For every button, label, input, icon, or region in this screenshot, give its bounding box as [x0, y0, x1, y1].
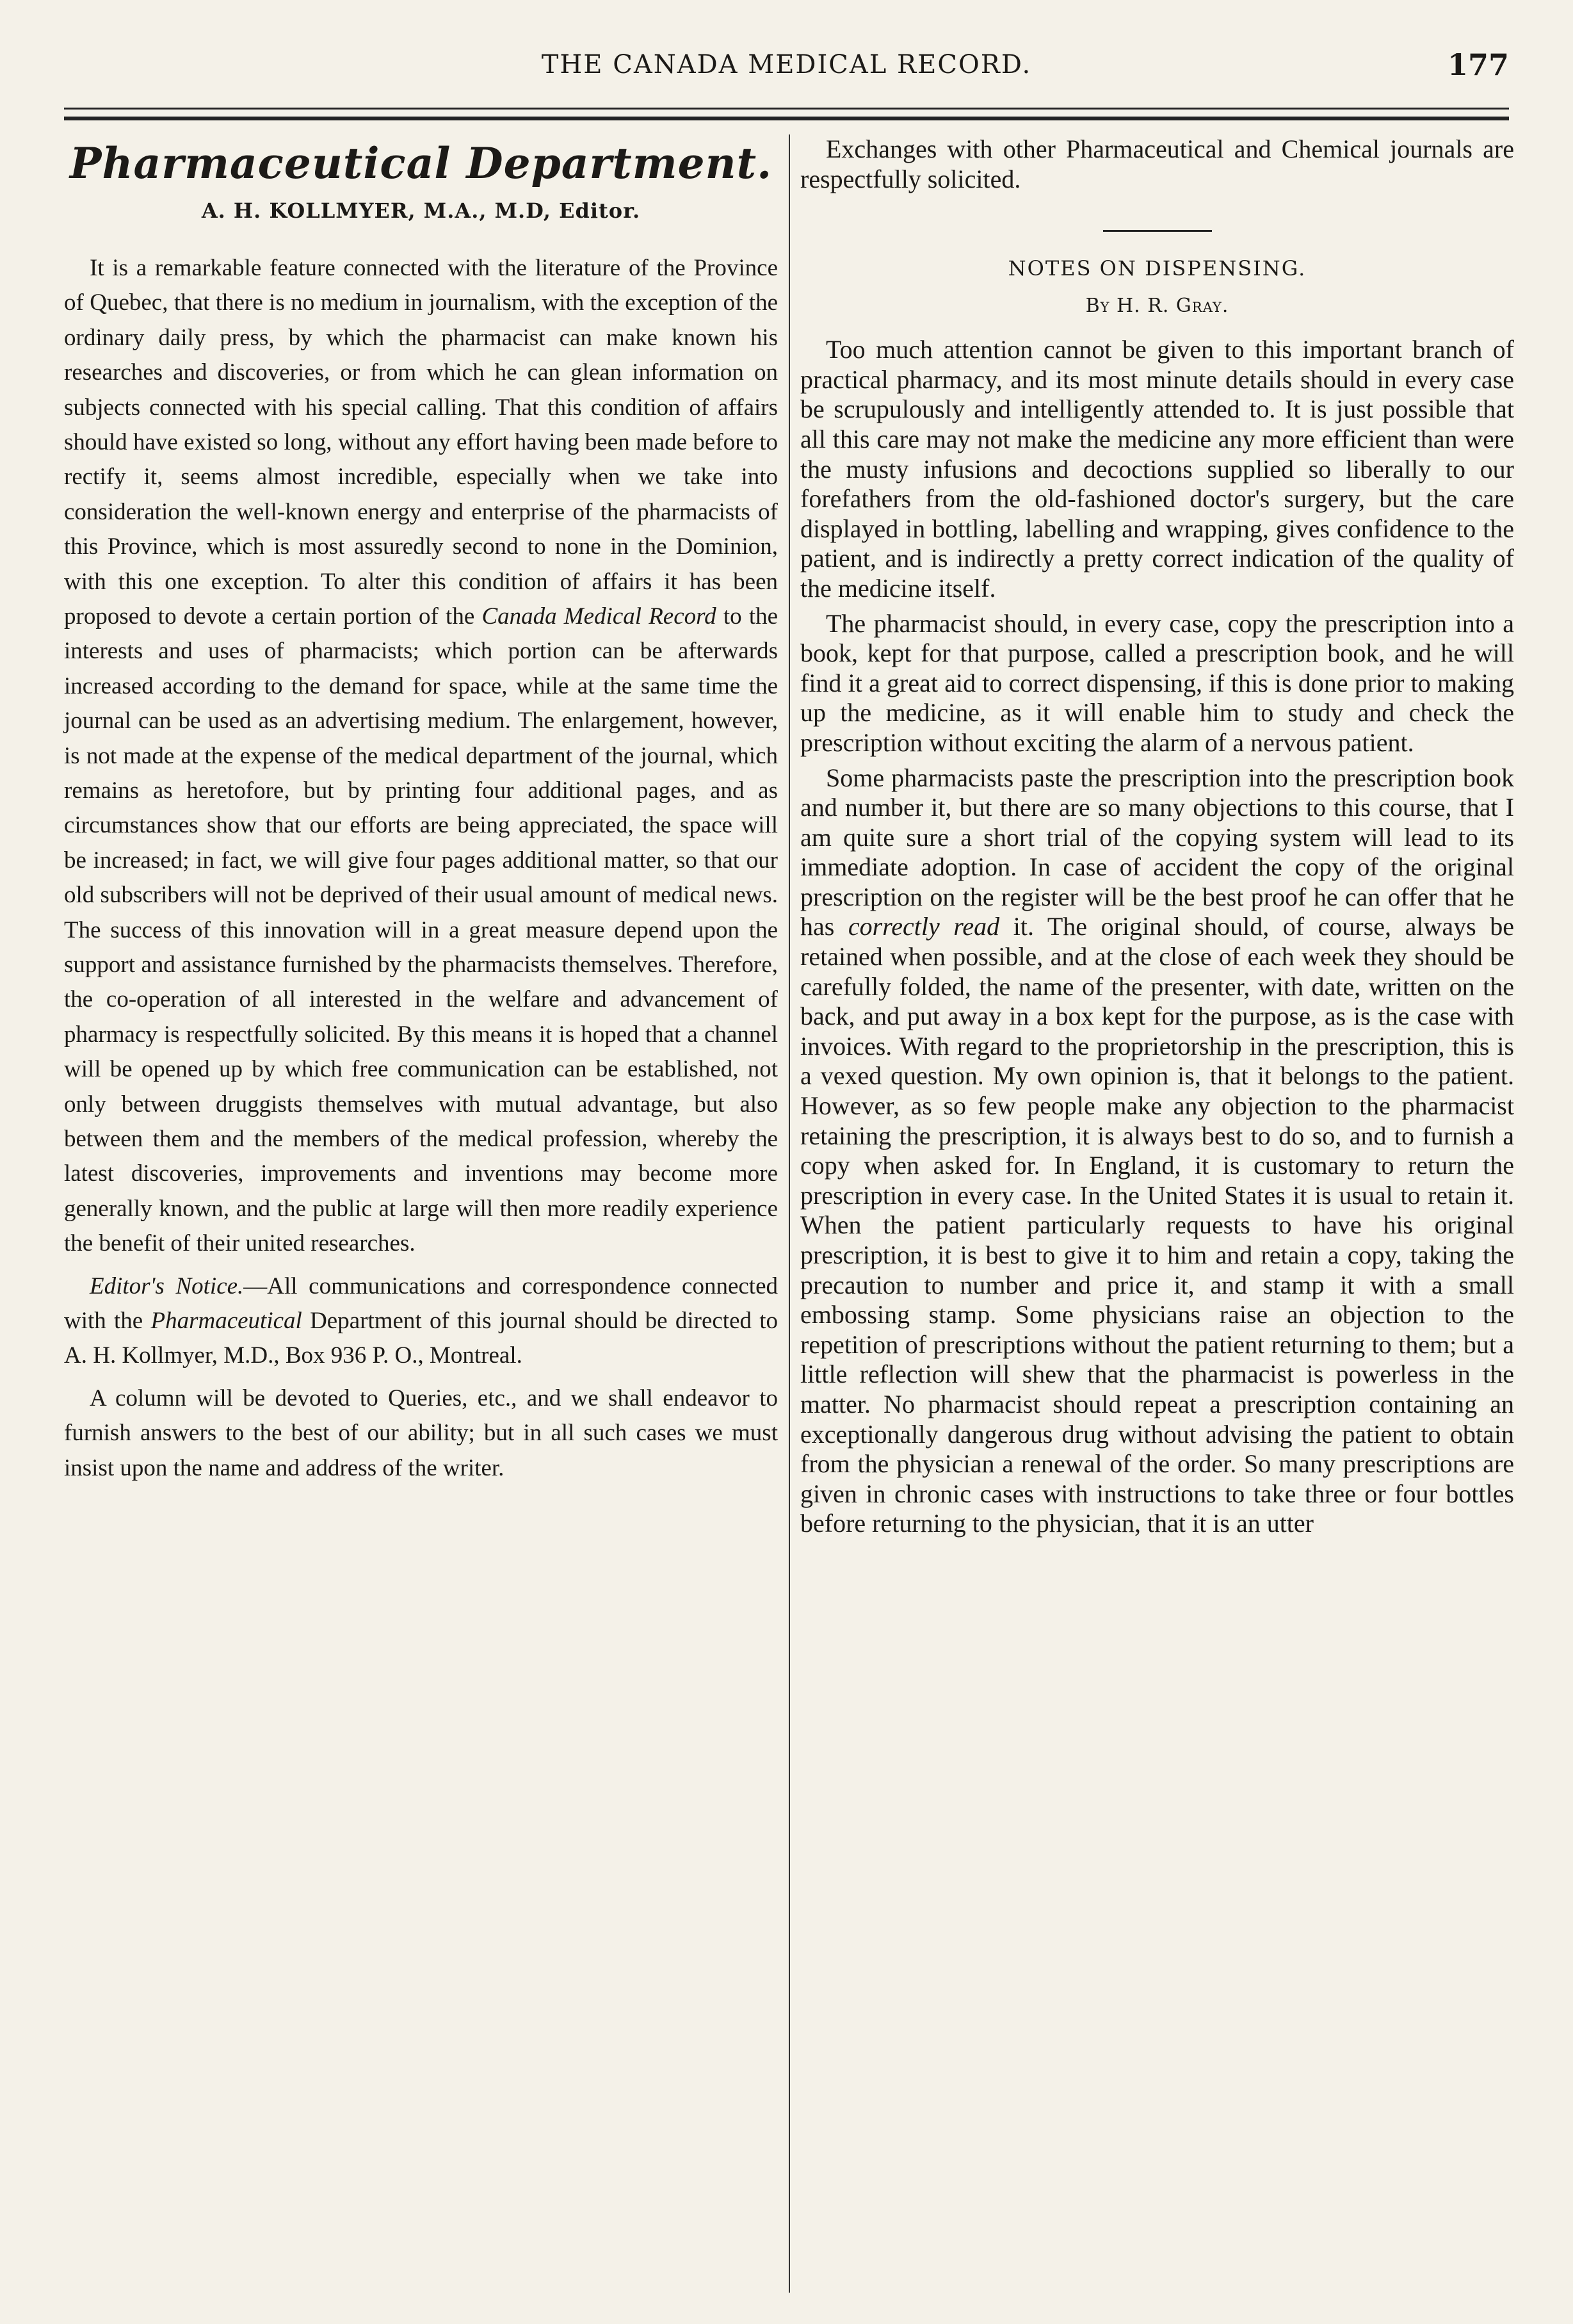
editors-notice-text-b: Department of this journal should be directed to A. H. Kollmyer, M.D., Box 936 P. O., Montreal.	[64, 1308, 778, 1369]
dispensing-text-b: it. The original should, of course, always be retained when possible, and at the close of each week they should be carefully folded, the name of the presenter, with date, written on the back, and put away in a box kept for the purpose, as is the case with invoices. With regard to the proprietorship in the prescription, this is a vexed question. My own opinion is, that it belongs to the patient. However, as so few people make any objection to the pharmacist retaining the prescription, it is always best to do so, and to furnish a copy when asked for. In England, it is customary to return the prescription in every case. In the United States it is usual to retain it. When the patient particularly requests to have his original prescription, it is best to give it to him and retain a copy, taking the precaution to number and price it, and stamp it with a small embossing stamp. Some physicians raise an objection to the repetition of prescriptions without the patient returning to them; but a little reflection will shew that the pharmacist is powerless in the matter. No pharmacist should repeat a prescription containing an exceptionally dangerous drug without advising the patient to obtain from the physician a renewal of the order. So many prescriptions are given in chronic cases with instructions to take three or four bottles before returning to the physician, that it is an utter	[800, 912, 1515, 1538]
editors-notice-text-a: —All communications and correspondence connected with the	[64, 1272, 778, 1335]
dispensing-text-a: Some pharmacists paste the prescription into the prescription book and number it, but there are so many objections to this course, that I am quite sure a short trial of the copying system will lead to its immediate adoption. In case of accident the copy of the original prescription on the register will be the best proof he can offer that he has	[800, 763, 1514, 941]
dispensing-paragraph-3	[800, 763, 1514, 1539]
intro-paragraph	[64, 251, 778, 1262]
header-rule-thin	[64, 108, 1509, 110]
left-body	[64, 251, 778, 1486]
byline-text: By H. R. Gray.	[1085, 295, 1229, 318]
exchanges-paragraph: Exchanges with other Pharmaceutical and Chemical journals are respectfully solicited.	[800, 134, 1514, 193]
queries-paragraph: A column will be devoted to Queries, etc., and we shall endeavor to furnish answers to the best of our ability; but in all such cases we must insist upon the name and address of the writer.	[64, 1385, 778, 1481]
right-body	[800, 335, 1514, 1539]
exchanges-block	[800, 134, 1514, 194]
section-title: NOTES ON DISPENSING.	[1008, 256, 1307, 281]
right-column	[800, 134, 1514, 1539]
editors-notice-paragraph	[64, 1269, 778, 1374]
editors-notice-italic: Pharmaceutical	[150, 1308, 302, 1335]
dispensing-paragraph-1: Too much attention cannot be given to this important branch of practical pharmacy, and its most minute details should in every case be scrupulously and intelligently attended to. It is just possible that all this care may not make the medicine any more efficient than were the musty infusions and decoctions supplied so liberally to our forefathers from the old-fashioned doctor's surgery, but the care displayed in bottling, labelling and wrapping, gives confidence to the patient, and is indirectly a pretty correct indication of the quality of the medicine itself.	[800, 335, 1514, 603]
left-column	[64, 134, 778, 1486]
journal-title: THE CANADA MEDICAL RECORD.	[541, 50, 1032, 79]
department-title: Pharmaceutical Department.	[69, 138, 773, 188]
editors-notice-label: Editor's Notice.	[90, 1272, 244, 1299]
header-rule-thick	[64, 117, 1509, 120]
intro-text: It is a remarkable feature connected with the literature of the Province of Quebec, that there is no medium in journalism, with the exception of the ordinary daily press, by which the pharmacist can make known his researches and discoveries, or from which he can glean information on subjects connected with his special calling. That this condition of affairs should have existed so long, without any effort having been made before to rectify it, seems almost incredible, especially when we take into consideration the well-known energy and enterprise of the pharmacists of this Province, which is most assuredly second to none in the Dominion, with this one exception. To alter this condition of affairs it has been proposed to devote a certain portion of the	[64, 254, 778, 630]
intro-text-rest: to the interests and uses of pharmacists; which portion can be afterwards increased according to the demand for space, while at the same time the journal can be used as an advertising medium. The enlargement, however, is not made at the expense of the medical department of the journal, which remains as heretofore, but by printing four additional pages, and as circumstances show that our efforts are being appreciated, the space will be increased; in fact, we will give four pages additional matter, so that our old subscribers will not be deprived of their usual amount of medical news. The success of this innovation will in a great measure depend upon the support and assistance furnished by the pharmacists themselves. Therefore, the co-operation of all interested in the welfare and advancement of pharmacy is respectfully solicited. By this means it is hoped that a channel will be opened up by which free communication can be established, not only between druggists themselves with mutual advantage, but also between them and the members of the medical profession, whereby the latest discoveries, improvements and inventions may become more generally known, and the public at large will then more readily experience the benefit of their united researches.	[64, 603, 778, 1257]
section-rule	[1103, 230, 1212, 232]
byline	[800, 295, 1514, 317]
intro-italic: Canada Medical Record	[481, 603, 716, 630]
page-number: 177	[1447, 47, 1509, 82]
dispensing-paragraph-2: The pharmacist should, in every case, copy the prescription into a book, kept for that purpose, called a prescription book, and he will find it a great aid to correct dispensing, if this is done prior to making up the medicine, as it will enable him to study and check the prescription without exciting the alarm of a nervous patient.	[800, 608, 1514, 757]
running-header	[0, 47, 1573, 88]
dispensing-italic: correctly read	[848, 912, 1000, 941]
editor-line: A. H. KOLLMYER, M.A., M.D, Editor.	[201, 198, 641, 223]
column-divider	[789, 134, 790, 2293]
